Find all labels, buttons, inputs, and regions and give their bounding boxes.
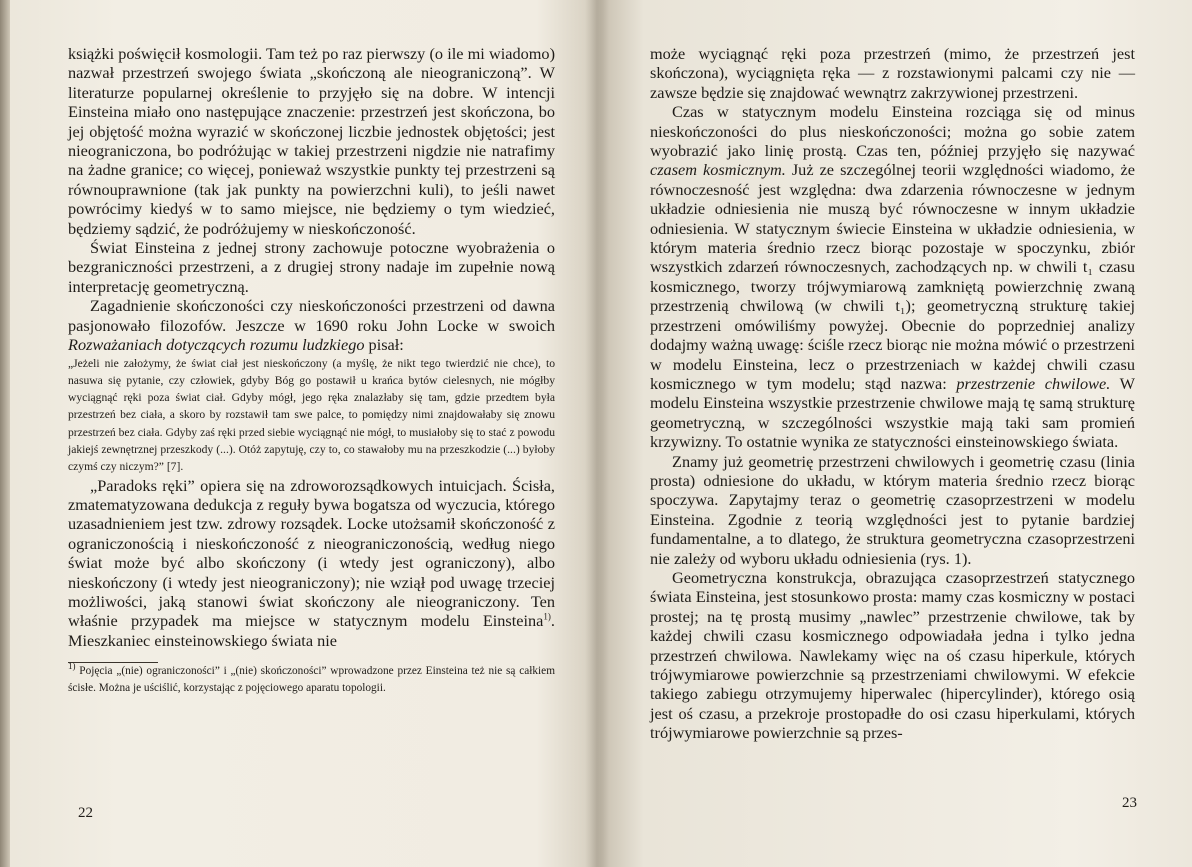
paragraph	[68, 296, 555, 354]
term-italic: przestrzenie chwilowe.	[956, 373, 1111, 393]
footnote-marker: 1)	[68, 661, 76, 672]
page-edge	[0, 0, 10, 867]
paragraph: Świat Einsteina z jednej strony zachowuje potoczne wyobrażenia o bezgraniczności przestrzeni, a z drugiej strony nadaje im zupełnie nową interpretację geometryczną.	[68, 238, 555, 296]
paragraph	[68, 476, 555, 651]
paragraph: Geometryczna konstrukcja, obrazująca czasoprzestrzeń statycznego świata Einsteina, jest stosunkowo prosta: mamy czas kosmiczny w postaci prostej; na tę prostą musimy „nawlec” przestrzenie chwilowe, tak by każdej chwili czasu kosmicznego odpowiadała jedna i tylko jedna przestrzeń chwilowa. Nawlekamy więc na oś czasu hiperkule, których trójwymiarowe powierzchnie są przestrzeniami chwilowymi. W efekcie takiego zabiegu otrzymujemy hiperwalec (hipercylinder), którego osią jest oś czasu, a przekroje prostopadłe do osi czasu hiperkulami, których trójwymiarowe powierzchnie są przes-	[650, 567, 1135, 743]
footnote-text: Pojęcia „(nie) ograniczoności” i „(nie) skończoności” wprowadzone przez Einsteina też nie są całkiem ścisłe. Można je uściślić, korzystając z pojęciowego aparatu topologii.	[68, 665, 555, 694]
paragraph: może wyciągnąć ręki poza przestrzeń (mimo, że przestrzeń jest skończona), wyciągnięta ręka — z rozstawionymi palcami czy nie — zawsze będzie się znajdować wewnątrz zakrzywionej przestrzeni.	[650, 44, 1135, 102]
footnote-marker: 1)	[543, 612, 551, 622]
paragraph-text: W modelu Einsteina wszystkie przestrzenie chwilowe mają tę samą strukturę geometryczną, w szczególności wszystkie mają taki sam promień krzywizny. To ostatnie wynika ze statyczności einsteinowskiego świata.	[650, 373, 1135, 452]
paragraph-text: „Paradoks ręki” opiera się na zdroworozsądkowych intuicjach. Ścisła, zmatematyzowana dedukcja z reguły bywa bogatsza od wyczucia, którego uzasadnieniem jest tzw. zdrowy rozsądek. Locke utożsamił skończoność z ograniczonością i nieskończoność z nieograniczonością, według niego świat może być albo skończony (i wtedy jest ograniczony), albo nieskończony (i wtedy jest nieograniczony); nie wziął pod uwagę trzeciej możliwości, jaką stanowi świat skończony ale nieograniczony. Ten właśnie przypadek ma miejsce w statycznym modelu Einsteina	[68, 475, 555, 631]
paragraph-text: Już ze szczególnej teorii względności wiadomo, że równoczesność jest względna: dwa zdarzenia równoczesne w jednym układzie odniesienia nie muszą być równoczesne w innym układzie odniesienia. W statycznym świecie Einsteina w układzie odniesienia, w którym materia średnio rzecz biorąc pozostaje w spoczynku, zbiór wszystkich zdarzeń równoczesnych, zachodzących np. w chwili t₁ czasu kosmicznego, tworzy trójwymiarową zamkniętą powierzchnię zwaną przestrzenią chwilową (w chwili t₁); geometryczną strukturę takiej przestrzeni omówiliśmy powyżej. Obecnie do poprzedniej analizy dodajmy ważną uwagę: ściśle rzecz biorąc nie można mówić o przestrzeni w modelu Einsteina, lecz o przestrzeniach w każdej chwili czasu kosmicznego w tym modelu; stąd nazwa:	[650, 160, 1135, 393]
paragraph: Znamy już geometrię przestrzeni chwilowych i geometrię czasu (linia prosta) odniesione do układu, w którym materia średnio rzecz biorąc spoczywa. Zapytajmy teraz o geometrię czasoprzestrzeni w modelu Einsteina. Zgodnie z teorią względności jest to pytanie bardziej fundamentalne, a to dlatego, że struktura geometryczna czasoprzestrzeni nie zależy od wyboru układu odniesienia (rys. 1).	[650, 451, 1135, 568]
page-number-right: 23	[1122, 795, 1137, 811]
block-quote: „Jeżeli nie założymy, że świat ciał jest nieskończony (a myślę, że nikt tego twierdzić nie chce), to nasuwa się pytanie, czy człowiek, gdyby Bóg go postawił u krańca bytów cielesnych, nie mógłby wyciągnąć ręki poza świat ciał. Gdyby mógł, jego ręka znalazłaby się tam, gdzie przedtem była przestrzeń bez ciała, a skoro by rozstawił tam swe palce, to pomiędzy nimi znajdowałaby się znowu przestrzeń bez ciała. Gdyby zaś ręki przed siebie wyciągnąć nie mógł, to musiałoby się to stać z powodu jakiejś zewnętrznej przeszkody (...). Otóż zapytuję, czy to, co stawałoby mu na przeszkodzie (...) byłoby czymś czy niczym?” [7].	[68, 356, 555, 474]
page-number-left: 22	[78, 805, 93, 821]
book-title: Rozważaniach dotyczących rozumu ludzkiego	[68, 335, 365, 355]
paragraph-text: Czas w statycznym modelu Einsteina rozciąga się od minus nieskończoności do plus nieskończoności; można go sobie zatem wyobrazić jako linię prostą. Czas ten, później przyjęło się nazywać	[650, 102, 1135, 161]
paragraph	[650, 102, 1135, 451]
paragraph: książki poświęcił kosmologii. Tam też po raz pierwszy (o ile mi wiadomo) nazwał przestrzeń swojego świata „skończoną ale nieograniczoną”. W literaturze popularnej określenie to przyjęło się na dobre. W intencji Einsteina miało ono następujące znaczenie: przestrzeń jest skończona, bo jej objętość można wyrazić w skończonej liczbie jednostek objętości; jest nieograniczona, bo podróżując w takiej przestrzeni nigdzie nie natrafimy na żadne granice; co więcej, ponieważ wszystkie punkty tej przestrzeni są równouprawnione (tak jak punkty na powierzchni kuli), to jeśli nawet powrócimy kiedyś w to samo miejsce, nie będziemy o tym wiedzieć, będziemy sądzić, że podróżujemy w nieskończoność.	[68, 44, 555, 238]
paragraph-text: Zagadnienie skończoności czy nieskończoności przestrzeni od dawna pasjonowało filozofów. Jeszcze w 1690 roku John Locke w swoich	[68, 296, 555, 335]
paragraph-text: pisał:	[364, 335, 404, 355]
right-page-text	[650, 44, 1135, 743]
book-gutter	[585, 0, 609, 867]
footnote	[68, 663, 555, 696]
paragraph-text: . Mieszkaniec einsteinowskiego świata nie	[68, 611, 555, 650]
left-page-text	[68, 44, 555, 696]
term-italic: czasem kosmicznym.	[650, 160, 786, 180]
